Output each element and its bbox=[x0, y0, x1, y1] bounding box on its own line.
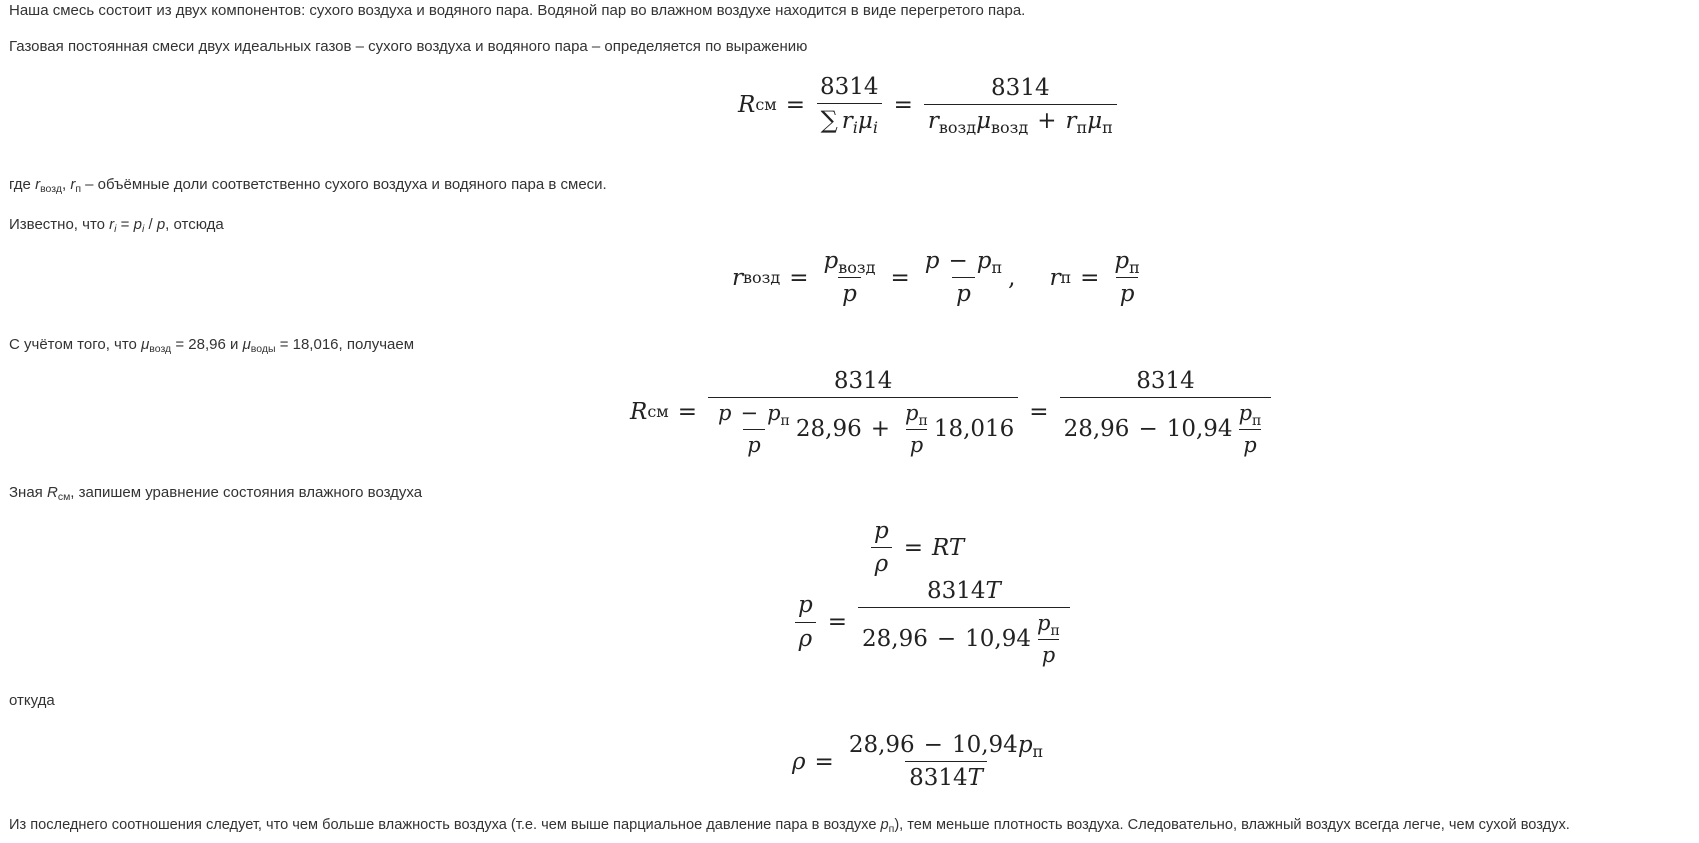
paragraph-conclusion: Из последнего соотношения следует, что чем больше влажность воздуха (т.е. чем выше парциальное давление пара в воздухе $p_п$), тем меньше плотность воздуха. Следовательно, влажный воздух всегда легче, чем сухой воздух. bbox=[9, 817, 1570, 835]
paragraph-molar-masses: С учётом того, что $\mu_{возд} = 28,96$ и $\mu_{воды} = 18,016$, получаем bbox=[9, 336, 415, 355]
fraction: 8314T 28,96 − 10,94 $\frac{p_п}{p}$ bbox=[858, 578, 1070, 667]
paragraph-volume-fractions: где $r_{возд}$, $r_п$ – объёмные доли соответственно сухого воздуха и водяного пара в смеси. bbox=[9, 176, 607, 195]
paragraph-whence: откуда bbox=[9, 692, 55, 709]
fraction: 8314 $\frac{p - p_п}{p}$ 28,96 + $\frac{p_п}{p}$ 18,016 bbox=[708, 368, 1018, 457]
fraction: 8314 28,96 − 10,94 $\frac{p_п}{p}$ bbox=[1060, 368, 1272, 457]
equation-volume-fractions: r возд = $\frac{p_{возд}}{p}$ = $\frac{p - p_п}{p}$ , r п = $\frac{p_п}{p}$ bbox=[732, 248, 1146, 308]
fraction: $\frac{p_п}{p}$ bbox=[1114, 248, 1140, 308]
fraction: $\frac{p}{\rho}$ bbox=[870, 518, 893, 578]
fraction: $\frac{p_{возд}}{p}$ bbox=[823, 248, 876, 308]
fraction: $\frac{p}{\rho}$ bbox=[794, 592, 817, 652]
paragraph-gas-constant: Газовая постоянная смеси двух идеальных газов – сухого воздуха и водяного пара – определяется по выражению bbox=[9, 38, 808, 55]
fraction: $\frac{28,96 - 10,94p_п}{8314T}$ bbox=[848, 732, 1044, 792]
fraction: $\frac{8314}{r_{возд}\mu_{возд} + r_п\mu_п}$ bbox=[924, 75, 1117, 135]
equation-gas-constant-mixture: R см = $\frac{8314}{\sum r_i\mu_i}$ = $\frac{8314}{r_{возд}\mu_{возд} + r_п\mu_п}$ bbox=[738, 74, 1119, 135]
fraction: $\frac{p - p_п}{p}$ bbox=[924, 248, 1003, 308]
paragraph-mixture-components: Наша смесь состоит из двух компонентов: сухого воздуха и водяного пара. Водяной пар во влажном воздухе находится в виде перегретого пара. bbox=[9, 2, 1026, 19]
equation-state-humid-air: $\frac{p}{\rho}$ = 8314T 28,96 − 10,94 $\frac{p_п}{p}$ bbox=[792, 578, 1072, 667]
equation-gas-constant-substituted: R см = 8314 $\frac{p - p_п}{p}$ 28,96 + $\frac{p_п}{p}$ 18,016 = 8314 28,96 − 10,94 $\frac{p_п}{p}$ bbox=[630, 368, 1273, 457]
fraction: $\frac{8314}{\sum r_i\mu_i}$ bbox=[816, 74, 883, 135]
paragraph-equation-of-state: Зная $R_{см}$, запишем уравнение состояния влажного воздуха bbox=[9, 484, 423, 503]
paragraph-known-relation: Известно, что $r_i = p_i / p$, отсюда bbox=[9, 216, 224, 235]
equation-density: ρ = $\frac{28,96 - 10,94p_п}{8314T}$ bbox=[792, 732, 1049, 792]
equation-state-ideal-gas: $\frac{p}{\rho}$ = RT bbox=[868, 518, 964, 578]
